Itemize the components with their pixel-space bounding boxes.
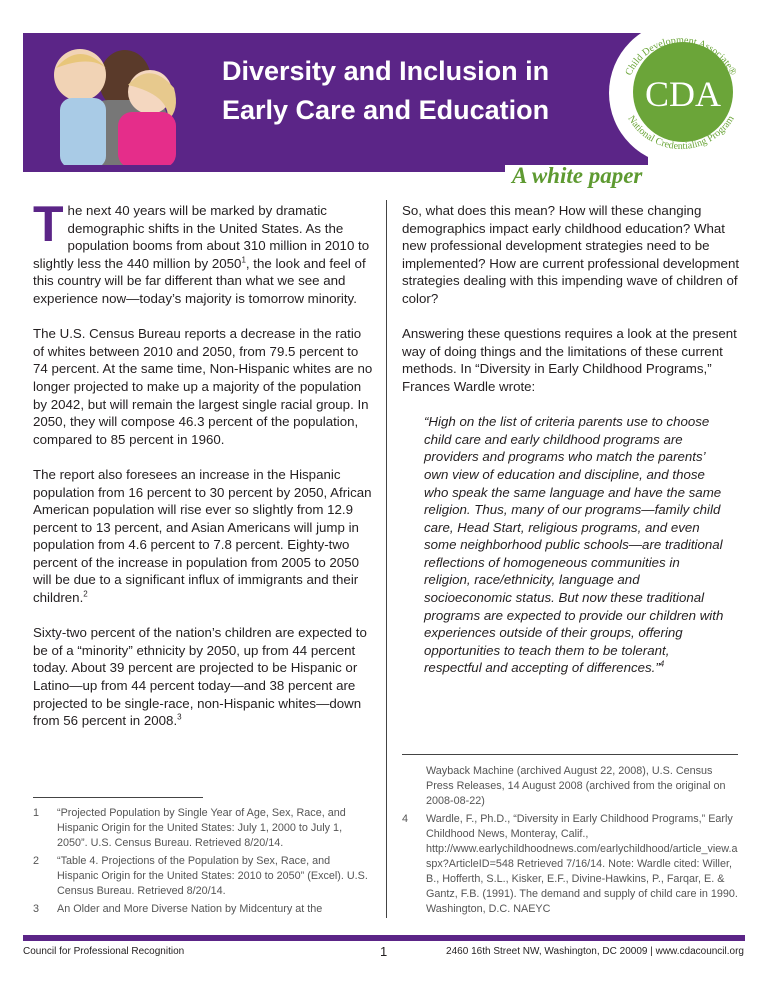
footnote-text: Wayback Machine (archived August 22, 2008), U.S. Census Press Releases, 14 August 2008 (archived from the original on 2008-08-22) bbox=[426, 765, 726, 807]
block-quote bbox=[424, 413, 724, 677]
page-number: 1 bbox=[380, 944, 388, 959]
paragraph: So, what does this mean? How will these changing demographics impact early childhood education? What new professional development strategies need to be implemented? How are current professional development strategies dealing with this impending wave of children of color? bbox=[402, 203, 740, 306]
footnote-text: “Table 4. Projections of the Population by Sex, Race, and Hispanic Origin for the United States: 2010 to 2050” (Excel). U.S. Census Bureau. Retrieved 8/20/14. bbox=[57, 855, 368, 897]
footnote-number: 1 bbox=[33, 807, 40, 819]
document-title bbox=[222, 52, 549, 130]
paragraph bbox=[33, 466, 373, 607]
footnote-text: An Older and More Diverse Nation by Midcentury at the bbox=[57, 903, 323, 915]
left-column bbox=[33, 196, 373, 747]
paragraph-text: , the look and feel of this country will be far different than what we see and experience now—today’s majority is tomorrow minority. bbox=[33, 255, 366, 306]
children-photo bbox=[30, 40, 190, 168]
logo-ring-bottom: National Credentialing Program bbox=[625, 113, 737, 153]
cda-logo bbox=[606, 18, 756, 168]
footnote bbox=[33, 806, 373, 851]
footnote bbox=[402, 812, 742, 917]
footnote-ref: 4 bbox=[659, 660, 665, 670]
footer-address: 2460 16th Street NW, Washington, DC 20009 | www.cdacouncil.org bbox=[446, 946, 744, 957]
title-line-2: Early Care and Education bbox=[222, 95, 550, 125]
subtitle: A white paper bbox=[512, 163, 643, 188]
paragraph-text: he next 40 years will be marked by dramatic demographic shifts in the United States. As the population booms from about 310 million in 2010 to slightly less the 440 million by 2050 bbox=[33, 203, 370, 271]
footnote bbox=[33, 854, 373, 899]
footnote-number: 3 bbox=[33, 903, 40, 915]
footnote bbox=[33, 902, 373, 917]
right-column bbox=[402, 202, 742, 695]
footer-org: Council for Professional Recognition bbox=[23, 946, 185, 957]
footnote-text: Wardle, F., Ph.D., “Diversity in Early Childhood Programs,” Early Childhood News, Monteray, Calif., http://www.earlychildhoodnews.com/earlychildhood/article_view.aspx?ArticleID=548 Retrieved 7/16/14. Note: Wardle cited: Willer, B., Hofferth, S.L., Kisker, E.F., Divine-Hawkins, P., Farqar, E. & Gantz, F.B. (1991). The demand and supply of child care in 1990. Washington, D.C. NAEYC bbox=[426, 813, 738, 915]
quote-text: “High on the list of criteria parents use to choose child care and early childhood programs are providers and programs who match the parents’ own view of education and discipline, and those who speak the same language and have the same religion. Thus, many of our programs—family child care, Head Start, religious programs, and even some neighborhood public schools—are traditional reflections of homogeneous communities in religion, race/ethnicity, language and socioeconomic status. But now these traditional programs are expected to provide our children with experiences outside of their groups, offering opportunities to teach them to be tolerant, respectful and accepting of differences.” bbox=[424, 414, 724, 676]
header-underbar bbox=[23, 165, 505, 172]
logo-ring-top: Child Development Associate® bbox=[623, 34, 739, 78]
footnote-rule bbox=[33, 797, 203, 798]
logo-text: CDA bbox=[644, 74, 722, 114]
footnote-number: 2 bbox=[33, 855, 40, 867]
title-line-1: Diversity and Inclusion in bbox=[222, 56, 550, 86]
footnote-ref: 3 bbox=[177, 712, 182, 722]
footnote-rule bbox=[402, 754, 738, 755]
paragraph: Answering these questions requires a look at the present way of doing things and the limitations of these current methods. In “Diversity in Early Childhood Programs,” Frances Wardle wrote: bbox=[402, 326, 737, 394]
footnote-ref: 2 bbox=[83, 589, 88, 599]
right-footnotes bbox=[402, 764, 742, 920]
paragraph-text: Sixty-two percent of the nation’s children are expected to be of a “minority” ethnicity by 2050, up from 44 percent today. About 39 percent are projected to be Hispanic or Latino—up from 44 percent today—and 38 percent are projected to be single-race, non-Hispanic whites—down from 56 percent in 2008. bbox=[33, 625, 367, 729]
left-footnotes bbox=[33, 806, 373, 920]
paragraph bbox=[33, 624, 373, 730]
footnote-continued bbox=[402, 764, 742, 809]
drop-cap: T bbox=[33, 196, 64, 252]
footnote-text: “Projected Population by Single Year of Age, Sex, Race, and Hispanic Origin for the United States: July 1, 2000 to July 1, 2050”. U.S. Census Bureau. Retrieved 8/20/14. bbox=[57, 807, 346, 849]
paragraph bbox=[33, 196, 373, 308]
paragraph: The U.S. Census Bureau reports a decrease in the ratio of whites between 2010 and 2050, from 79.5 percent to 74 percent. At the same time, Non-Hispanic whites are no longer projected to make up a majority of the population by 2042, but will remain the largest single racial group. In 2050, they will compose 46.3 percent of the population, compared to 85 percent in 1960. bbox=[33, 326, 373, 447]
footnote-ref: 1 bbox=[241, 255, 246, 265]
footer-bar bbox=[23, 935, 745, 941]
paragraph-text: The report also foresees an increase in the Hispanic population from 16 percent to 30 percent by 2050, African American population will rise ever so slightly from 12.9 percent to 13 percent, and Asian Americans will jump in population from 4.6 percent to 7.8 percent. Eighty-two percent of the increase in population from 2005 to 2050 will be due to a significant influx of immigrants and their children. bbox=[33, 466, 372, 606]
column-divider bbox=[386, 200, 387, 918]
footnote-number: 4 bbox=[402, 813, 409, 825]
